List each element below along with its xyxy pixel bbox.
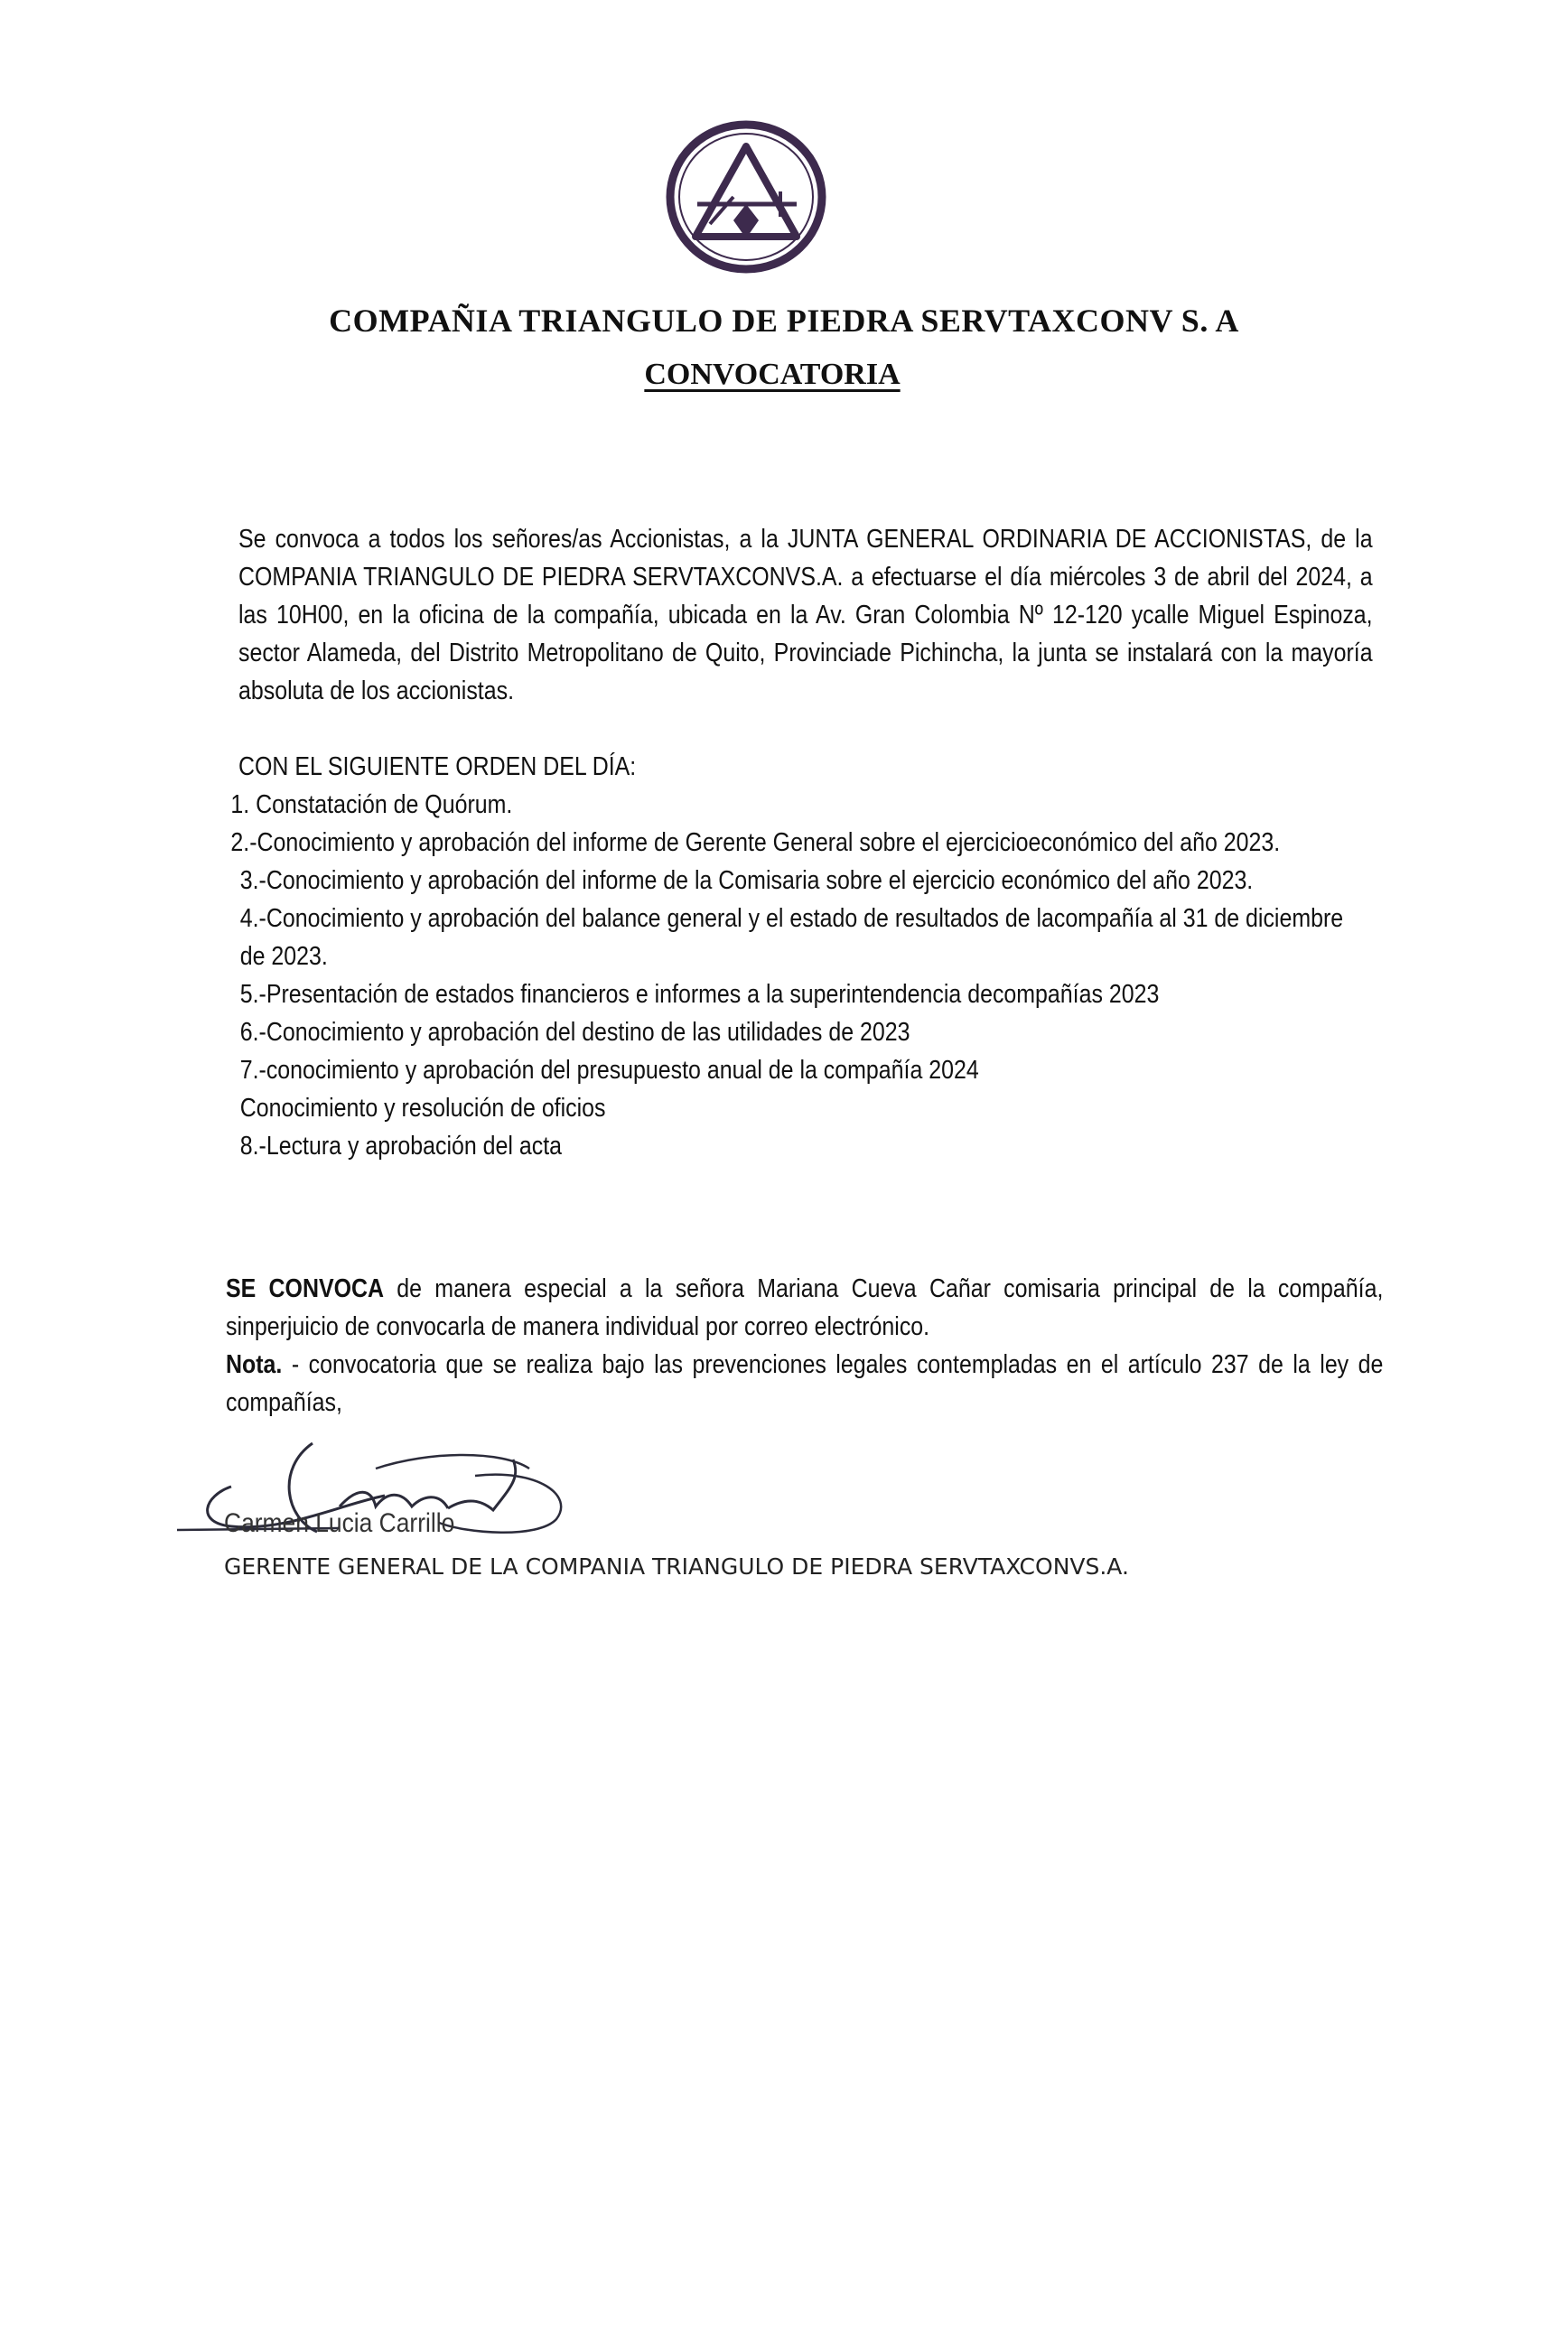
agenda-item: 3.-Conocimiento y aprobación del informe de la Comisaria sobre el ejercicio económico del año 2023. <box>239 866 1254 895</box>
agenda-item: Conocimiento y resolución de oficios <box>239 1094 606 1123</box>
agenda-item: 4.-Conocimiento y aprobación del balance general y el estado de resultados de lacompañía al 31 de diciembre de 2023. <box>239 904 1344 971</box>
agenda-item: 7.-conocimiento y aprobación del presupuesto anual de la compañía 2024 <box>239 1056 979 1085</box>
convoca-text: de manera especial a la señora Mariana Cueva Cañar comisaria principal de la compañía, sinperjuicio de convocarla de manera individual por correo electrónico. <box>226 1274 1384 1341</box>
signer-title: GERENTE GENERAL DE LA COMPANIA TRIANGULO DE PIEDRA SERVTAXCONVS.A. <box>224 1553 1129 1580</box>
agenda-list <box>230 786 1365 1165</box>
intro-paragraph <box>238 520 1373 710</box>
triangle-emblem-icon <box>665 116 827 278</box>
nota-text: - convocatoria que se realiza bajo las prevenciones legales contempladas en el artículo 237 de la ley de compañías, <box>226 1350 1384 1417</box>
intro-text: Se convoca a todos los señores/as Accionistas, a la JUNTA GENERAL ORDINARIA DE ACCIONISTAS, de la COMPANIA TRIANGULO DE PIEDRA SERVTAXCONVS.A. a efectuarse el día miércoles 3 de abril del 2024, a las 10H00, en la oficina de la compañía, ubicada en la Av. Gran Colombia Nº 12-120 ycalle Miguel Espinoza, sector Alameda, del Distrito Metropolitano de Quito, Provinciade Pichincha, la junta se instalará con la mayoría absoluta de los accionistas. <box>238 525 1373 705</box>
agenda-section <box>230 748 1365 1165</box>
agenda-item: 2.-Conocimiento y aprobación del informe de Gerente General sobre el ejercicioeconómico del año 2023. <box>230 828 1281 857</box>
agenda-heading: CON EL SIGUIENTE ORDEN DEL DÍA: <box>238 752 637 781</box>
convoca-label: SE CONVOCA <box>226 1274 385 1303</box>
agenda-item: 1. Constatación de Quórum. <box>230 790 513 819</box>
agenda-item: 8.-Lectura y aprobación del acta <box>239 1132 563 1161</box>
closing-section <box>226 1270 1383 1422</box>
document-title: CONVOCATORIA <box>644 358 901 391</box>
convoca-paragraph <box>226 1270 1383 1346</box>
signer-name: Carmen Lucia Carrillo <box>224 1508 455 1538</box>
agenda-item: 6.-Conocimiento y aprobación del destino de las utilidades de 2023 <box>239 1018 910 1047</box>
agenda-item: 5.-Presentación de estados financieros e informes a la superintendencia decompañías 2023 <box>239 980 1160 1009</box>
nota-paragraph <box>226 1346 1383 1422</box>
nota-label: Nota. <box>226 1350 283 1379</box>
company-name: COMPAÑIA TRIANGULO DE PIEDRA SERVTAXCONV S. A <box>329 303 1239 339</box>
